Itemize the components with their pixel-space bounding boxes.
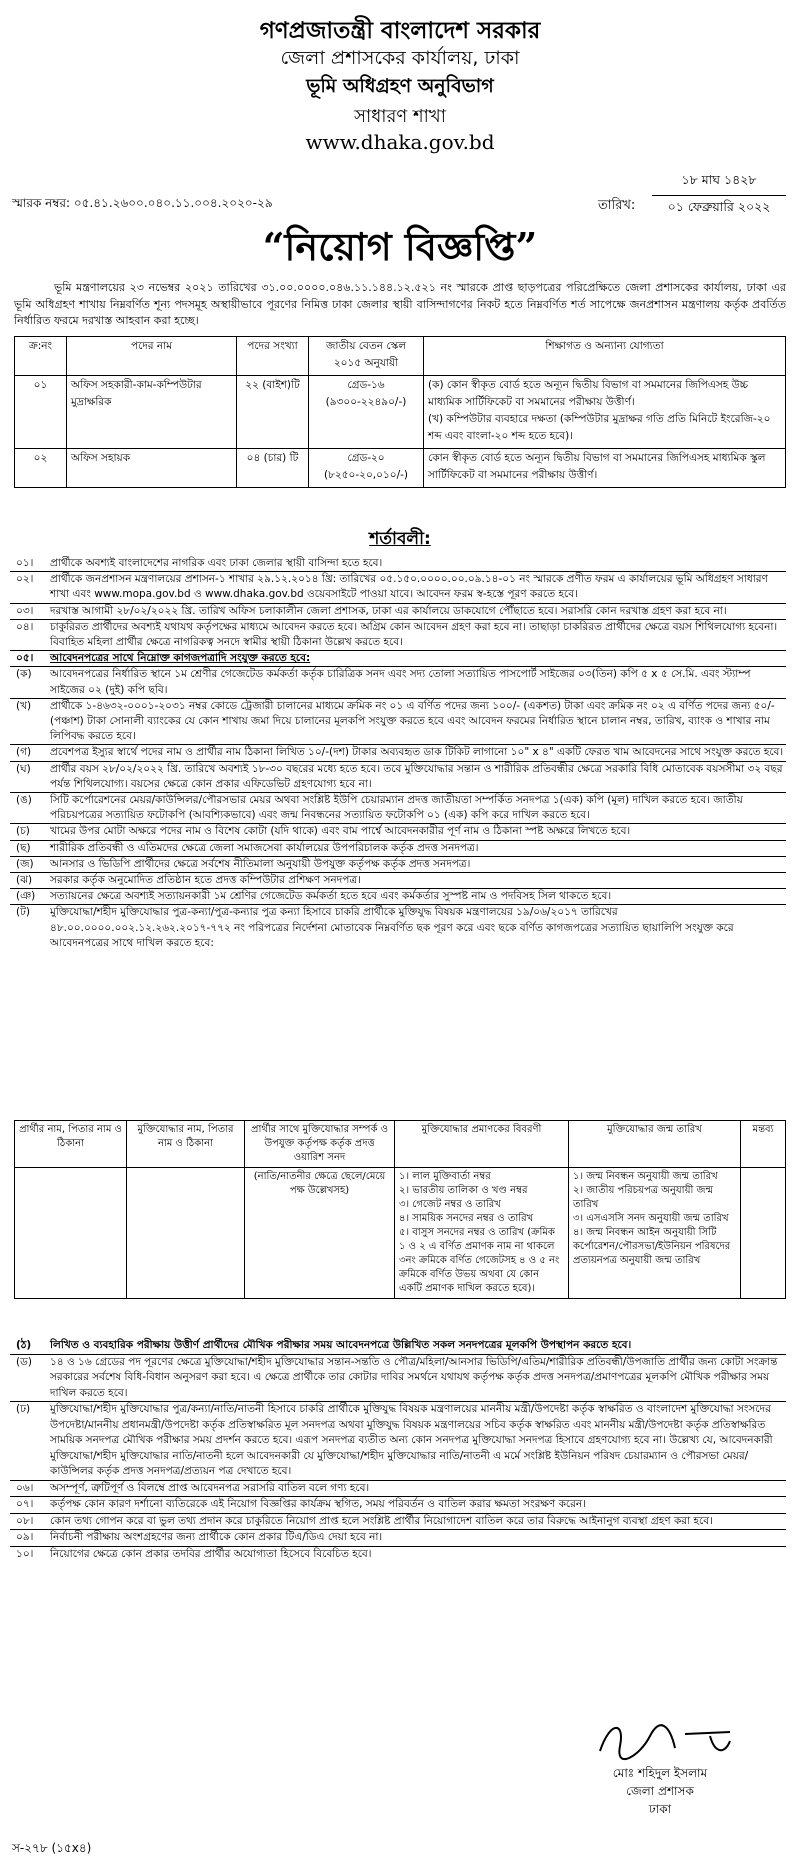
- condition-item: [10, 1530, 786, 1547]
- division-name: ভূমি অধিগ্রহণ অনুবিভাগ: [306, 75, 494, 97]
- col-qualification: শিক্ষাগত ও অন্যান্য যোগ্যতা: [424, 337, 786, 376]
- document-text: সরকার কর্তৃক অনুমোদিত প্রতিষ্ঠান হতে প্রদত্ত কম্পিউটার প্রশিক্ষণ সনদপত্র।: [50, 874, 361, 887]
- ff-applicant-cell: [15, 1168, 127, 1299]
- condition-number: ০৭।: [16, 1498, 34, 1510]
- ff-col-relation: প্রার্থীর সাথে মুক্তিযোদ্ধার সম্পর্ক ও উপযুক্ত কর্তৃপক্ষ কর্তৃক প্রদত্ত ওয়ারিশ সনদ: [245, 1121, 395, 1168]
- condition-text: নিয়োগের ক্ষেত্রে কোন প্রকার তদবির প্রার্থীর অযোগ্যতা হিসেবে বিবেচিত হবে।: [50, 1547, 372, 1560]
- document-letter: (ছ): [16, 841, 31, 854]
- document-text: সত্যায়নের ক্ষেত্রে অবশ্যই সত্যায়নকারী ১ম শ্রেণির গেজেটেড কর্মকর্তা হতে হবে এবং কর্মকর্তার সুস্পষ্ট নাম ও পদবিসহ সিল থাকতে হবে।: [50, 890, 612, 903]
- proof-item: ৩। গেজেট নম্বর ও তারিখ: [399, 1199, 501, 1210]
- row-serial: ০১: [15, 376, 67, 449]
- jobs-table: [14, 336, 786, 488]
- document-letter: (ট): [16, 906, 30, 919]
- table-row: [15, 376, 786, 449]
- condition-number: (ঠ): [16, 1339, 32, 1351]
- document-item: [10, 699, 786, 746]
- intro-text: ভূমি মন্ত্রণালয়ের ২৩ নভেম্বর ২০২১ তারিখের ৩১.০০.০০০০.০৪৬.১১.১৪৪.১২.৫২১ নং স্মারকে প্রাপ্ত ছাড়পত্রের পরিপ্রেক্ষিতে জেলা প্রশাসকের কার্যালয়, ঢাকা এর ভূমি অধিগ্রহণ শাখায় নিম্নবর্ণিত শূন্য পদসমূহ অস্থায়ীভাবে পূরণের নিমিত্ত ঢাকা জেলার স্থায়ী বাসিন্দাগণের নিকট হতে নিম্নবর্ণিত শর্ত সাপেক্ষে জনপ্রশাসন মন্ত্রণালয় কর্তৃক প্রবর্তিত নির্ধারিত ফরমে দরখাস্ত আহবান করা হচ্ছে।: [14, 281, 786, 327]
- branch-name: সাধারণ শাখা: [354, 106, 446, 127]
- intro-paragraph: [14, 280, 786, 330]
- document-letter: (খ): [16, 699, 32, 712]
- proof-item: ২। ভারতীয় তালিকা ও খণ্ড নম্বর: [399, 1185, 528, 1196]
- row-serial: ০২: [15, 449, 67, 488]
- condition-number: ০৮।: [16, 1514, 34, 1527]
- document-letter: (জ): [16, 857, 34, 870]
- date-box: [652, 172, 786, 219]
- birth-item: ১। জন্ম নিবন্ধন অনুযায়ী জন্ম তারিখ: [573, 1171, 718, 1182]
- conditions-title: শর্তাবলী:: [369, 529, 431, 549]
- condition-item: [10, 1338, 786, 1355]
- condition-text: কোন তথ্য গোপন করে বা ভুল তথ্য প্রদান করে চাকুরিতে নিয়োগ প্রাপ্ত হলে সংশ্লিষ্ট প্রার্থীর নিয়োগাদেশ বাতিল করে তার বিরুদ্ধে আইনানুগ ব্যবস্থা গ্রহণ করা হবে।: [50, 1514, 713, 1527]
- document-letter: (ঘ): [16, 762, 31, 775]
- proof-item: ১। লাল মুক্তিবার্তা নম্বর: [399, 1171, 491, 1182]
- document-text: প্রার্থীর বয়স ২৮/০২/২০২২ খ্রি. তারিখে অবশ্যই ১৮-৩০ বছরের মধ্যে হতে হবে। তবে মুক্তিযোদ্ধার সন্তান ও শারীরিক প্রতিবন্ধীর ক্ষেত্রে সরকারি বিধি মোতাবেক বয়সসীমা ৩২ বছর পর্যন্ত শিথিলযোগ্য। বয়সের ক্ষেত্রে কোন প্রকার এফিডেভিট গ্রহণযোগ্য হবে না।: [50, 762, 783, 790]
- condition-text: প্রার্থীকে জনপ্রশাসন মন্ত্রণালয়ের প্রশাসন-১ শাখার ২৯.১২.২০১৪ খ্রি: তারিখের ০৫.১৫০.০০০০.০০.০৯.১৪-০১ নং স্মারকে প্রণীত ফরম এ কার্যালয়ের ভূমি অধিগ্রহণ সাধারণ শাখা এবং www.mopa.gov.bd ও www.dhaka.gov.bd ওয়েবসাইটে পাওয়া যাবে। আবেদন ফরম স্ব-হস্তে পূরণ করতে হবে।: [50, 573, 768, 601]
- table-row: [15, 449, 786, 488]
- document-text: আনসার ও ভিডিপি প্রার্থীদের ক্ষেত্রে সর্বশেষ নীতিমালা অনুযায়ী উপযুক্ত কর্তৃপক্ষ কর্তৃক প্রদত্ত সনদপত্র।: [50, 857, 471, 870]
- ff-col-birth: মুক্তিযোদ্ধার জন্ম তারিখ: [569, 1121, 741, 1168]
- condition-number: ০১।: [16, 557, 34, 569]
- condition-text: কর্তৃপক্ষ কোন কারণ দর্শানো ব্যতিরেকে এই নিয়োগ বিজ্ঞপ্তির কার্যক্রম স্থগিত, সময় পরিবর্তন ও বাতিল করার ক্ষমতা সংরক্ষণ করেন।: [50, 1498, 586, 1510]
- office-name: জেলা প্রশাসকের কার্যালয়, ঢাকা: [280, 47, 520, 69]
- document-item: [10, 905, 786, 951]
- signature-block: [560, 1764, 760, 1818]
- document-letter: (ঝ): [16, 874, 33, 887]
- ff-col-proof: মুক্তিযোদ্ধার প্রমাণকের বিবরণী: [395, 1121, 569, 1168]
- ff-col-applicant: প্রার্থীর নাম, পিতার নাম ও ঠিকানা: [15, 1121, 127, 1168]
- row-scale: গ্রেড-১৬ (৯৩০০-২২৪৯০/-): [309, 376, 424, 449]
- col-scale: জাতীয় বেতন স্কেল ২০১৫ অনুযায়ী: [309, 337, 424, 376]
- conditions-list-2: [10, 1338, 786, 1562]
- condition-item: [10, 1514, 786, 1531]
- signatory-name: মোঃ শহিদুল ইসলাম: [612, 1766, 708, 1780]
- document-item: [10, 857, 786, 873]
- row-count: ২২ (বাইশ)টি: [237, 376, 309, 449]
- condition-item: [10, 1355, 786, 1403]
- condition-number: (ড): [16, 1355, 32, 1368]
- row-scale: গ্রেড-২০ (৮২৫০-২০,০১০/-): [309, 449, 424, 488]
- condition-number: ০৪।: [16, 620, 34, 633]
- freedom-fighter-table: [14, 1120, 786, 1299]
- ff-remarks-cell: [741, 1168, 786, 1299]
- birth-item: ৩। এসএসসি সনদ অনুযায়ী জন্ম তারিখ: [573, 1213, 729, 1224]
- signature-image: [590, 1716, 750, 1766]
- condition-item: [10, 556, 786, 572]
- document-item: [10, 889, 786, 905]
- condition-number: ০৬।: [16, 1481, 34, 1494]
- document-text: সিটি কর্পোরেশনের মেয়র/কাউন্সিলর/পৌরসভার মেয়র অথবা সংশ্লিষ্ট ইউপি চেয়ারম্যান প্রদত্ত জাতীয়তা সম্পর্কিত সনদপত্র ১(এক) কপি (মূল) দাখিল করতে হবে। জাতীয় পরিচয়পত্রের সত্যায়িত ফটোকপি (আবশ্যিকভাবে) এবং জন্ম নিবন্ধনের সত্যায়িত ফটোকপি ০১ (এক) কপি করে দাখিল করতে হবে।: [50, 794, 743, 822]
- row-post: অফিস সহকারী-কাম-কম্পিউটার মুদ্রাক্ষরিক: [67, 376, 237, 449]
- condition-item: [10, 572, 786, 603]
- jobs-header-row: [15, 337, 786, 376]
- condition-item: [10, 651, 786, 667]
- document-text: আবেদনপত্রের নির্ধারিত স্থানে ১ম শ্রেণীর গেজেটেড কর্মকর্তা কর্তৃক চারিত্রিক সনদ এবং সদ্য তোলা সত্যায়িত পাসপোর্ট সাইজের ০৩(তিন) কপি ৫ x ৫ সে.মি. এবং স্ট্যাম্প সাইজের ০২ (দুই) কপি ছবি।: [50, 668, 751, 696]
- document-item: [10, 873, 786, 889]
- condition-text: মুক্তিযোদ্ধা/শহীদ মুক্তিযোদ্ধার পুত্র/কন্যা/নাতি/নাতনী হিসাবে চাকরি প্রার্থীকে মুক্তিযুদ্ধ বিষয়ক মন্ত্রণালয়ের মাননীয় মন্ত্রী/উপদেষ্টা কর্তৃক স্বাক্ষরিত ও বাংলাদেশ মুক্তিযোদ্ধা সংসদের উপদেষ্টা/মাননীয় প্রধানমন্ত্রী/উপদেষ্টা কর্তৃক প্রতিস্বাক্ষরিত মূল সনদপত্র অথবা মুক্তিযুদ্ধ বিষয়ক মন্ত্রণালয়ের সচিব কর্তৃক স্বাক্ষরিত এবং মাননীয় মন্ত্রী/উপদেষ্টা কর্তৃক প্রতিস্বাক্ষরিত সাময়িক সনদপত্র মৌখিক পরীক্ষার সময় প্রদর্শন করতে হবে। এরূপ সনদপত্র ব্যতীত অন্য কোন সনদপত্র মুক্তিযোদ্ধা সনদপত্র হিসাবে গ্রহণযোগ্য হবে না। উল্লেখ্য যে, আবেদনকারী মুক্তিযোদ্ধা/শহীদ মুক্তিযোদ্ধার নাতি/নাতনী হলে আবেদনকারী যে মুক্তিযোদ্ধা/শহীদ মুক্তিযোদ্ধার নাতি/নাতনী এ মর্মে সংশ্লিষ্ট ইউনিয়ন পরিষদ চেয়ারম্যান ও পৌরসভা মেয়র/কাউন্সিলর কর্তৃক প্রদত্ত সনদপত্র/প্রত্যয়ন পত্র দেখাতে হবে।: [50, 1403, 773, 1477]
- row-post: অফিস সহায়ক: [67, 449, 237, 488]
- condition-text: দরখাস্ত আগামী ২৮/০২/২০২২ খ্রি. তারিখ অফিস চলাকালীন জেলা প্রশাসক, ঢাকা এর কার্যালয়ে ডাকযোগে পৌঁছাতে হবে। সরাসরি কোন দরখাস্ত গ্রহণ করা হবে না।: [50, 604, 727, 617]
- condition-number: ১০।: [16, 1547, 34, 1560]
- condition-text: ১৪ ও ১৬ গ্রেডের পদ পূরণের ক্ষেত্রে মুক্তিযোদ্ধা/শহীদ মুক্তিযোদ্ধার সন্তান-সন্ততি ও পৌত্র/মহিলা/আনসার ভিডিপি/এতিম/শারীরিক প্রতিবন্ধী/উপজাতি প্রার্থীর জন্য কোটা সংক্রান্ত সরকারের সর্বশেষ বিধি-বিধান অনুসরণ করা হবে। এ ক্ষেত্রে প্রার্থীকে তার কোটার দাবির সমর্থনে যথাযথ কর্তৃপক্ষ কর্তৃক প্রদত্ত সনদপত্র/প্রমাণপত্রের মূলকপি মৌখিক পরীক্ষার সময় দাখিল করতে হবে।: [50, 1355, 778, 1399]
- ff-header-row: [15, 1121, 786, 1168]
- footer-code: স-২৭৮ (১৫x৪): [12, 1841, 92, 1855]
- condition-text: নির্বাচনী পরীক্ষায় অংশগ্রহণের জন্য প্রার্থীকে কোন প্রকার টিএ/ডিএ দেয়া হবে না।: [50, 1531, 383, 1543]
- document-item: [10, 667, 786, 698]
- document-letter: (ঙ): [16, 794, 32, 807]
- date-label: তারিখ:: [598, 198, 636, 213]
- document-letter: (চ): [16, 825, 30, 838]
- ff-col-remarks: মন্তব্য: [741, 1121, 786, 1168]
- condition-number: ০৩।: [16, 604, 34, 617]
- row-qualification: [424, 376, 786, 449]
- condition-text: অসম্পূর্ণ, ত্রুটিপূর্ণ ও বিলম্বে প্রাপ্ত আবেদনপত্র সরাসরি বাতিল বলে গণ্য হবে।: [50, 1481, 370, 1494]
- document-text: প্রার্থীকে ১-৪৬৩২-০০০১-২০৩১ নম্বর কোডে ট্রেজারী চালানের মাধ্যমে ক্রমিক নং ০১ এ বর্ণিত পদের জন্য ১০০/- (একশত) টাকা এবং ক্রমিক নং ০২ এ বর্ণিত পদের জন্য ৫০/- (পঞ্চাশ) টাকা সোনালী ব্যাংকের যে কোন শাখায় জমা দিয়ে চালানের মূলকপি সংযুক্ত করতে হবে এবং আবেদন ফরমের নির্ধারিত স্থানে চালান নম্বর, তারিখ, ব্যাংক ও শাখার নাম লিপিবদ্ধ করতে হবে।: [50, 699, 775, 743]
- ff-proof-cell: [395, 1168, 569, 1299]
- document-item: [10, 745, 786, 761]
- date-bangla: ১৮ মাঘ ১৪২৮: [652, 172, 786, 196]
- birth-item: ৪। জন্ম নিবন্ধন আইন অনুযায়ী সিটি কর্পোরেশন/পৌরসভা/ইউনিয়ন পরিষদের প্রত্যয়নপত্র অনুযায়ী জন্ম তারিখ: [573, 1227, 731, 1266]
- condition-number: ০৯।: [16, 1531, 34, 1543]
- ff-col-fighter: মুক্তিযোদ্ধার নাম, পিতার নাম ও ঠিকানা: [127, 1121, 245, 1168]
- document-text: মুক্তিযোদ্ধা/শহীদ মুক্তিযোদ্ধার পুত্র-কন্যা/পুত্র-কন্যার পুত্র কন্যা হিসাবে চাকরি প্রার্থীকে মুক্তিযুদ্ধ বিষয়ক মন্ত্রণালয়ের ১৯/০৬/২০১৭ তারিখের ৪৮.০০.০০০০.০০২.১২.২৬২.২০১৭-৭৭২ নং পরিপত্রের নির্দেশনা মোতাবেক নিম্নবর্ণিত ছক পূরণ করে এবং ছকে বর্ণিত কাগজপত্রের সত্যায়িত ছায়ালিপি সংযুক্ত করে আবেদনপত্রের সাথে দাখিল করতে হবে:: [50, 906, 734, 949]
- row-count: ০৪ (চার) টি: [237, 449, 309, 488]
- proof-item: ৪। সাময়িক সনদের নম্বর ও তারিখ: [399, 1213, 534, 1224]
- document-text: শারীরিক প্রতিবন্ধী ও এতিমদের ক্ষেত্রে জেলা সমাজসেবা কার্যালয়ের উপপরিচালক কর্তৃক প্রদত্ত সনদপত্র।: [50, 841, 479, 854]
- document-item: [10, 793, 786, 824]
- conditions-list: [10, 556, 786, 951]
- document-text: খামের উপর মোটা অক্ষরে পদের নাম ও বিশেষ কোটা (যদি থাকে) এবং বাম পার্শ্বে আবেদনকারীর পূর্ণ নাম ও ঠিকানা স্পষ্ট অক্ষরে লিখতে হবে।: [50, 825, 631, 838]
- document-item: [10, 841, 786, 857]
- birth-item: ২। জাতীয় পরিচয়পত্র অনুযায়ী জন্ম তারিখ: [573, 1185, 714, 1210]
- ff-body-row: [15, 1168, 786, 1299]
- col-post: পদের নাম: [67, 337, 237, 376]
- proof-item: ৫। বাসুস সনদের নম্বর ও তারিখ (ক্রমিক ১ ও ২ এ বর্ণিত প্রমাণক নাম না থাকলে ৩নং ক্রমিকে বর্ণিত গেজেটসহ ৪ ও ৫ নং ক্রমিকে বর্ণিত উভয় অথবা যে কোন একটি প্রমাণক দাখিল করতে হবে)।: [399, 1227, 560, 1294]
- condition-item: [10, 604, 786, 620]
- qualification-a: (ক) কোন স্বীকৃত বোর্ড হতে অন্যূন দ্বিতীয় বিভাগ বা সমমানের জিপিএসহ উচ্চ মাধ্যমিক সার্টিফিকেট বা সমমানের পরীক্ষায় উত্তীর্ণ।: [428, 379, 749, 408]
- signatory-designation: জেলা প্রশাসক: [626, 1784, 694, 1798]
- condition-number: (ঢ): [16, 1403, 31, 1415]
- notice-title: “নিয়োগ বিজ্ঞপ্তি”: [262, 224, 538, 269]
- condition-text: লিখিত ও ব্যবহারিক পরীক্ষায় উত্তীর্ণ প্রার্থীদের মৌখিক পরীক্ষার সময় আবেদনপত্রে উল্লিখিত সকল সনদপত্রের মূলকপি উপস্থাপন করতে হবে।: [50, 1339, 632, 1351]
- condition-item: [10, 1547, 786, 1563]
- condition-text: আবেদনপত্রের সাথে নিম্নোক্ত কাগজপত্রাদি সংযুক্ত করতে হবে:: [50, 652, 311, 665]
- ff-fighter-cell: [127, 1168, 245, 1299]
- col-count: পদের সংখ্যা: [237, 337, 309, 376]
- document-text: প্রবেশপত্র ইস্যুর স্বার্থে পদের নাম ও প্রার্থীর নাম ঠিকানা লিখিত ১০/-(দশ) টাকার অব্যবহৃত ডাক টিকিট লাগানো ১০" x ৪" একটি ফেরত খাম আবেদনের সাথে সংযুক্ত করতে হবে।: [50, 746, 784, 759]
- col-serial: ক্র:নং: [15, 337, 67, 376]
- row-qualification: কোন স্বীকৃত বোর্ড হতে অন্যূন দ্বিতীয় বিভাগ বা সমমানের জিপিএসহ মাধ্যমিক স্কুল সার্টিফিকেট বা সমমানের পরীক্ষায় উত্তীর্ণ।: [424, 449, 786, 488]
- condition-item: [10, 1481, 786, 1498]
- condition-text: প্রার্থীকে অবশ্যই বাংলাদেশের নাগরিক এবং ঢাকা জেলার স্থায়ী বাসিন্দা হতে হবে।: [50, 557, 383, 569]
- ff-birth-cell: [569, 1168, 741, 1299]
- condition-number: ০২।: [16, 573, 34, 586]
- govt-title: গণপ্রজাতন্ত্রী বাংলাদেশ সরকার: [259, 18, 541, 44]
- date-english: ০১ ফেব্রুয়ারি ২০২২: [667, 199, 771, 214]
- document-letter: (ঞ): [16, 890, 36, 903]
- condition-number: ০৫।: [16, 652, 34, 665]
- website-link[interactable]: www.dhaka.gov.bd: [305, 130, 495, 154]
- condition-item: [10, 620, 786, 651]
- document-letter: (ক): [16, 668, 32, 681]
- ff-relation-cell: (নাতি/নাতনীর ক্ষেত্রে ছেলে/মেয়ে পক্ষ উল্লেখসহ): [245, 1168, 395, 1299]
- condition-item: [10, 1402, 786, 1481]
- document-item: [10, 762, 786, 793]
- document-item: [10, 824, 786, 840]
- condition-text: চাকুরিরত প্রার্থীদের অবশ্যই যথাযথ কর্তৃপক্ষের মাধ্যমে আবেদন করতে হবে। অগ্রিম কোন আবেদন গ্রহণ করা হবে না। তাছাড়া চাকরিরত প্রার্থীদের ক্ষেত্রে বয়স শিথিলযোগ্য হবেনা। বিবাহিত মহিলা প্রার্থীর ক্ষেত্রে নাগরিকত্ব সনদে স্বামীর স্থায়ী ঠিকানা উল্লেখ করতে হবে।: [50, 620, 778, 649]
- condition-item: [10, 1497, 786, 1514]
- signatory-place: ঢাকা: [648, 1802, 672, 1816]
- qualification-b: (খ) কম্পিউটার ব্যবহারে দক্ষতা (কম্পিউটার মুদ্রাক্ষর গতি প্রতি মিনিটে ইংরেজি-২০ শব্দ এবং বাংলা-২০ শব্দ হতে হবে)।: [428, 413, 771, 442]
- document-letter: (গ): [16, 746, 32, 759]
- memo-number: স্মারক নম্বর: ০৫.৪১.২৬০০.০৪০.১১.০০৪.২০২০-২৯: [12, 196, 273, 210]
